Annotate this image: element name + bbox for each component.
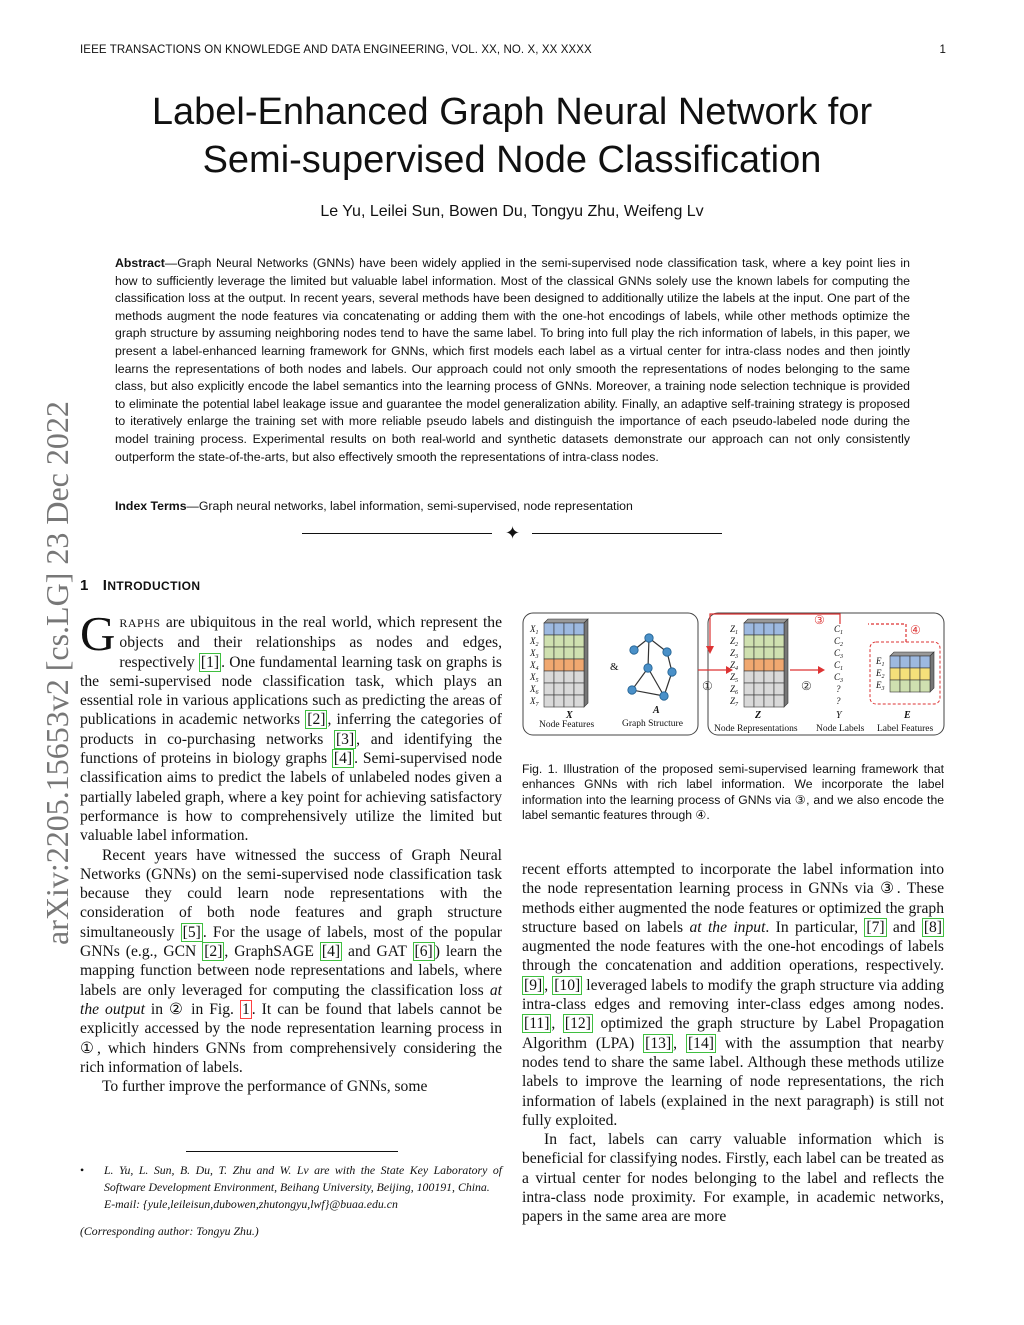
citation-link[interactable]: [4] [333,750,353,768]
x-matrix-cell [544,683,554,695]
z-matrix-cell [764,671,774,683]
journal-name: IEEE TRANSACTIONS ON KNOWLEDGE AND DATA ENGINEERING, VOL. XX, NO. X, XX XXXX [80,44,592,56]
z-matrix-cell [774,647,784,659]
marker-4: ④ [910,623,921,637]
e-row-labels [875,656,885,692]
z-row-label: $Z_5$ [730,672,739,684]
z-row-label: $Z_4$ [730,660,739,672]
x-matrix-cell [564,659,574,671]
x-row-label: $X_7$ [530,696,539,708]
abstract [115,255,910,466]
x-matrix-cell [544,647,554,659]
z-row-labels [730,624,739,708]
author-list: Le Yu, Leilei Sun, Bowen Du, Tongyu Zhu, Weifeng Lv [320,203,704,220]
x-matrix-top [544,619,588,623]
drop-cap: G [80,606,116,661]
e-matrix-cell [910,680,920,692]
graph-node [660,692,668,700]
x-matrix-cell [554,659,564,671]
node-label: $C_2$ [834,636,844,648]
node-representation-matrix [744,619,788,707]
z-matrix-cell [774,635,784,647]
x-matrix-cell [544,695,554,707]
graph-nodes [628,634,676,700]
x-matrix-cell [544,659,554,671]
x-matrix-cell [574,623,584,635]
citation-link[interactable]: [8] [923,918,942,936]
z-row-label: $Z_6$ [730,684,739,696]
y-label: Y [836,710,842,721]
citation-link[interactable]: [14] [687,1034,714,1052]
z-row-label: $Z_3$ [730,648,739,660]
x-matrix-cell [554,647,564,659]
z-matrix-cell [744,659,754,671]
z-matrix-cell [764,647,774,659]
z-matrix-cell [774,695,784,707]
arrow-4 [868,624,906,642]
z-matrix-cell [774,623,784,635]
graph-node [630,646,638,654]
citation-link[interactable]: [11] [524,1015,550,1033]
citation-link[interactable]: [2] [307,711,326,729]
z-row-label: $Z_2$ [730,636,739,648]
marker-3: ③ [814,613,825,627]
section-heading [80,577,200,594]
ampersand: & [610,661,619,673]
node-label: $C_1$ [834,660,844,672]
x-matrix-cell [554,695,564,707]
graph-node [668,668,676,676]
x-matrix-cell [554,623,564,635]
e-caption: Label Features [877,724,934,734]
e-matrix-cell [890,680,900,692]
marker-1: ① [702,679,713,693]
z-matrix-top [744,619,788,623]
z-matrix-cell [744,647,754,659]
e-matrix-top [890,652,934,656]
node-label: $C_3$ [834,648,844,660]
arxiv-stamp[interactable] [18,350,82,950]
footnote [80,1162,502,1240]
node-label: $C_1$ [834,624,844,636]
x-matrix-cell [574,695,584,707]
z-matrix-cell [754,647,764,659]
figure-link[interactable]: 1 [241,1000,250,1018]
index-terms-text: —Graph neural networks, label information, semi-supervised, node representation [186,499,633,513]
z-matrix-cell [764,635,774,647]
x-row-labels [529,624,540,708]
e-matrix-cell [890,668,900,680]
title-line-2: Semi-supervised Node Classification [202,139,822,181]
citation-link[interactable]: [9] [524,976,543,994]
e-row-label: $E_2$ [876,668,885,680]
right-column [522,860,944,1227]
citation-link[interactable]: [5] [182,923,201,941]
graph-node [628,686,636,694]
x-matrix-cell [574,671,584,683]
index-terms [115,499,910,513]
node-label: ? [836,684,841,694]
z-matrix-cell [754,671,764,683]
x-row-label: $X_4$ [530,660,539,672]
node-feature-matrix [544,619,588,707]
x-matrix-cell [554,671,564,683]
citation-link[interactable]: [7] [866,918,885,936]
x-matrix-cell [554,683,564,695]
z-matrix-cell [774,683,784,695]
z-matrix-cell [744,671,754,683]
e-row-label: $E_3$ [876,680,885,692]
intro-paragraph-2: Recent years have witnessed the success of Graph Neural Networks (GNNs) on the semi-supervised node classification task because they could learn node representations with the consideration of both node features and graph structure simultaneously [5] . For the usage of labels, most of the popular GNNs (e.g., GCN [2] , GraphSAGE [4] and GAT [6] ) learn the mapping function between node representations and labels, where labels are only leveraged for computing the classification loss at the output in ② in Fig. 1 . It can be found that labels cannot be explicitly accessed by the node representation learning process in ①, which hinders GNNs from comprehensively considering the rich information of labels. [80,846,503,1076]
section-title-rest: NTRODUCTION [107,579,201,593]
running-header [80,44,946,56]
z-matrix-cell [744,695,754,707]
x-row-label: $X_1$ [530,624,539,636]
z-matrix-cell [764,695,774,707]
citation-link[interactable]: [6] [414,943,433,961]
intro-paragraph-1: GRAPHS are ubiquitous in the real world, which represent the objects and their relationships as nodes and edges, respectively [1] . One fundamental learning task on graphs is the semi-supervised node classification task, which plays an essential role in various applications such as predicting the areas of publications in academic networks [2] , inferring the categories of products in co-purchasing networks [3] , and identifying the functions of proteins in biology graphs [4] . Semi-supervised node classification aims to predict the labels of unlabeled nodes given a partially labeled graph, where a key point for achieving satisfactory performance is how to comprehensively utilize the limited but valuable label information. [80,606,503,845]
x-matrix-cell [574,647,584,659]
citation-link[interactable]: [12] [564,1015,591,1033]
x-matrix-cell [564,635,574,647]
citation-link[interactable]: [13] [645,1034,672,1052]
intro-paragraph-3: To further improve the performance of GNNs, some [102,1078,428,1096]
graph-node [645,634,653,642]
label-feature-matrix [890,652,934,692]
z-matrix-cell [774,671,784,683]
z-matrix-cell [744,623,754,635]
page-number: 1 [939,44,946,56]
separator-rule-left [302,533,492,534]
node-label: $C_3$ [834,672,844,684]
z-row-label: $Z_7$ [730,696,739,708]
section-number: 1 [80,577,89,594]
z-matrix-cell [754,695,764,707]
a-label: A [653,705,660,716]
arrow-2-head-icon [818,666,825,674]
e-row-label: $E_1$ [876,656,885,668]
x-matrix-cell [544,671,554,683]
e-matrix-cell [900,656,910,668]
x-row-label: $X_5$ [530,672,539,684]
footnote-email: E-mail: {yule,leileisun,dubowen,zhutongyu,lwf}@buaa.edu.cn [104,1197,398,1211]
right-paragraph-2: In fact, labels can carry valuable information which is beneficial for classifying nodes. Firstly, each label can be treated as a virtual center for nodes belonging to the label and reflects the intra-class node proximity. For example, in academic networks, papers in the same area are more [522,1131,944,1226]
e-matrix-cell [900,680,910,692]
z-row-label: $Z_1$ [730,624,739,636]
e-matrix-cell [890,656,900,668]
x-matrix-cell [564,647,574,659]
footnote-bullet: • [80,1163,85,1177]
e-matrix-cell [920,656,930,668]
x-matrix-cell [574,683,584,695]
x-matrix-cell [544,623,554,635]
corresponding-author: (Corresponding author: Tongyu Zhu.) [80,1224,259,1238]
x-matrix-cell [574,659,584,671]
node-label: ? [836,696,841,706]
x-row-label: $X_3$ [530,648,539,660]
paper-title [60,88,964,184]
e-matrix-cell [910,668,920,680]
z-matrix-side [784,619,788,707]
graph-node [644,664,652,672]
x-row-label: $X_2$ [530,636,539,648]
x-label: X [566,710,573,721]
x-matrix-cell [564,671,574,683]
graph-node [663,648,671,656]
node-label-list [834,624,843,706]
z-matrix-cell [764,623,774,635]
z-matrix-cell [744,683,754,695]
marker-2: ② [801,679,812,693]
citation-link[interactable]: [2] [204,943,223,961]
x-caption: Node Features [539,720,595,730]
z-caption: Node Representations [714,724,798,734]
section-title-initial: I [102,577,108,594]
z-matrix-cell [764,683,774,695]
footnote-affiliation: L. Yu, L. Sun, B. Du, T. Zhu and W. Lv are with the State Key Laboratory of Software Development Environment, Beihang University, Beijing, 100191, China. [104,1163,502,1194]
e-matrix-cell [920,668,930,680]
separator-diamond-icon: ✦ [505,523,521,543]
z-matrix-cell [754,635,764,647]
arrow-3-head-icon [706,646,714,654]
left-column [80,606,503,1096]
x-matrix-cell [564,695,574,707]
z-matrix-cell [774,659,784,671]
abstract-label: Abstract [115,256,165,270]
e-label: E [904,710,911,721]
e-matrix-cell [910,656,920,668]
x-matrix-cell [544,635,554,647]
z-matrix-cell [754,659,764,671]
e-matrix-cell [920,680,930,692]
e-matrix-side [930,652,934,692]
citation-link[interactable]: [1] [200,653,220,671]
citation-link[interactable]: [10] [554,976,581,994]
e-matrix-cell [900,668,910,680]
z-matrix-cell [754,683,764,695]
x-matrix-cell [564,683,574,695]
citation-link[interactable]: [3] [335,730,355,748]
y-caption: Node Labels [816,724,865,734]
x-matrix-side [584,619,588,707]
arxiv-stamp-text: arXiv:2205.15653v2 [cs.LG] 23 Dec 2022 [39,401,75,945]
z-label: Z [755,710,762,721]
x-matrix-cell [564,623,574,635]
citation-link[interactable]: [4] [321,943,341,961]
separator-rule-right [532,533,722,534]
a-caption: Graph Structure [622,719,683,729]
abstract-text: —Graph Neural Networks (GNNs) have been widely applied in the semi-supervised node classification task, where a key point lies in how to sufficiently leverage the limited but valuable label information. Most of the classical GNNs solely use the known labels for computing the classification loss at the output. In recent years, several methods have been designed to additionally utilize the labels at the input. One part of the methods augment the node features via concatenating or adding them with the one-hot encodings of labels, while other methods optimize the graph structure by assuming neighboring nodes tend to have the same label. To bring into full play the rich information of labels, in this paper, we present a label-enhanced learning framework for GNNs, which first models each label as a virtual center for intra-class nodes and then jointly learns the representations of both nodes and labels. Our approach could not only smooth the representations of nodes belonging to the same class, but also explicitly encode the label semantics into the learning process of GNNs. Moreover, a training node selection technique is provided to eliminate the potential label leakage issue and guarantee the model generalization ability. Finally, an adaptive self-training strategy is proposed to iteratively enlarge the training set with more reliable pseudo labels and distinguish the importance of each pseudo-labeled node during the model training process. Experimental results on both real-world and synthetic datasets demonstrate our approach can not only consistently outperform the state-of-the-arts, but also effectively smooth the representations of intra-class nodes. [115,256,910,464]
figure-1 [522,610,946,740]
index-terms-label: Index Terms [115,499,187,513]
figure-caption: Fig. 1. Illustration of the proposed semi-supervised learning framework that enhances GNNs with rich label information. We incorporate the label information into the learning process of GNNs via ③, and we also encode the label semantic features through ④. [522,762,944,823]
x-row-label: $X_6$ [530,684,539,696]
x-matrix-cell [574,635,584,647]
z-matrix-cell [764,659,774,671]
x-matrix-cell [554,635,564,647]
z-matrix-cell [754,623,764,635]
z-matrix-cell [744,635,754,647]
footnote-rule [186,1151,398,1152]
title-line-1: Label-Enhanced Graph Neural Network for [151,91,873,133]
right-paragraph-1: recent efforts attempted to incorporate the label information into the node representation learning process in GNNs via ③. These methods either augmented the node features or optimized the graph structure based on labels at the input. In particular, [7] and [8] augmented the node features with the one-hot encodings of labels through the concatenation and addition operations, respectively. [9] , [10] leveraged labels to modify the graph structure via adding intra-class edges and removing inter-class edges among nodes. [11] , [12] optimized the graph structure by Label Propagation Algorithm (LPA) [13] , [14] with the assumption that nearby nodes tend to share the same label. Although these methods utilize labels to improve the learning of node representations, the rich information of labels (explained in the next paragraph) is still not fully exploited. [522,861,945,1129]
